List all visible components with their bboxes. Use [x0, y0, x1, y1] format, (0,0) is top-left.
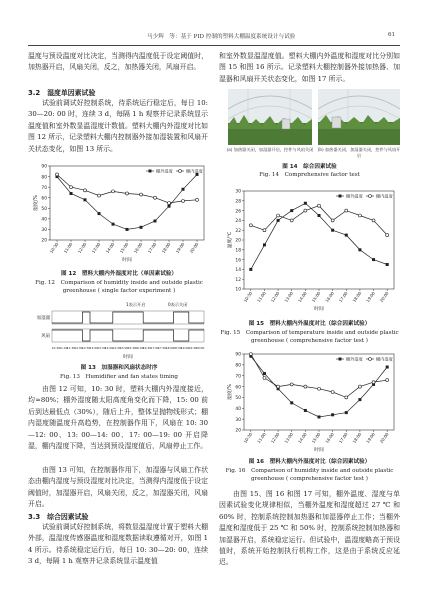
x-tick-label: 13:00	[89, 346, 98, 350]
data-point-circle-marker-icon	[98, 194, 101, 197]
y-tick-label: 60	[41, 196, 47, 202]
x-tick-label: 13:00	[283, 290, 295, 304]
x-tick-label: 17:00	[146, 241, 158, 255]
header-rule	[28, 45, 400, 46]
data-point-circle-marker-icon	[358, 385, 361, 388]
data-point-square-marker-icon	[70, 192, 73, 195]
data-point-square-marker-icon	[304, 202, 307, 205]
data-point-square-marker-icon	[304, 409, 307, 412]
x-tick-label: 11:30	[66, 346, 76, 350]
paragraph: 由图 12 可知，10: 30 时，塑料大棚内外湿度接近，均≈80%；棚外湿度随太阳高度角变化而下降，15: 00 前后到达最低点（30%），随后上升，整体呈抛物线形式；棚内湿度随温度升高趋势，在控制器作用下，风扇在 10: 30—12: 00、13: 00—14: 00、17: 00—19: 00 开启降湿，棚内湿度下降，当达到预设湿度值后，风扇停止工作。	[28, 385, 208, 451]
legend-label: 棚内温度	[376, 193, 393, 199]
y-tick-label: 28	[235, 199, 241, 205]
data-point-circle-marker-icon	[70, 186, 73, 189]
y-tick-label: 60	[235, 385, 241, 391]
x-tick-label: 17:00	[337, 431, 349, 445]
x-tick-label: 15:00	[118, 241, 130, 255]
running-header: 马少辉 等：基于 PID 控制的塑料大棚温度系统设计与试验	[147, 34, 296, 40]
data-point-circle-marker-icon	[182, 199, 185, 202]
legend-circle-marker-icon	[369, 358, 372, 361]
legend-label: 棚外温度	[346, 193, 363, 199]
figure-12-caption-en: Fig. 12 Comparison of humidity inside and outside plastic	[35, 280, 203, 286]
figure-14-caption: 图 14 综合因素试验	[282, 164, 337, 170]
x-tick-label: 20:00	[196, 346, 205, 350]
y-tick-label: 24	[235, 219, 241, 225]
timing-row-frame	[52, 311, 204, 324]
paragraph: 试验前调试好控制系统，将数显温湿度计置于塑料大棚外部，温湿度传感器温度和湿度数据读取遵循对开，如图 14 所示。待系统稳定运行后，每日 10: 30—20: 00，连续 3 d，每隔 1 h 观察并记录系统显示温度值	[28, 523, 208, 566]
y-tick-label: 14	[235, 268, 241, 274]
plot-frame	[244, 354, 394, 430]
y-tick-label: 90	[41, 164, 47, 170]
y-tick-label: 20	[41, 238, 47, 244]
figure-12-caption-en: greenhouse ( single factor experiment )	[62, 288, 176, 294]
x-tick-label: 10:30	[48, 241, 60, 255]
y-axis-label: 湿度/%	[228, 384, 233, 400]
figure-13-caption-en: Fig. 13 Humidifier and fan states timing	[59, 374, 178, 380]
greenhouse-photo-a-drawing	[228, 89, 312, 145]
series-line	[57, 175, 197, 204]
y-tick-label: 50	[235, 396, 241, 402]
data-point-circle-marker-icon	[112, 190, 115, 193]
data-point-circle-marker-icon	[277, 214, 280, 217]
data-point-square-marker-icon	[345, 234, 348, 237]
data-point-circle-marker-icon	[318, 204, 321, 207]
x-tick-label: 19:00	[365, 290, 376, 304]
figure-15-caption-en: greenhouse ( comprehensive factor test )	[250, 338, 368, 344]
data-point-square-marker-icon	[263, 243, 266, 246]
x-tick-label: 14:00	[296, 431, 308, 445]
data-point-square-marker-icon	[290, 401, 293, 404]
y-tick-label: 12	[235, 277, 241, 283]
x-tick-label: 16:00	[324, 431, 335, 445]
x-tick-label: 17:00	[150, 346, 159, 350]
y-tick-label: 10	[235, 287, 241, 293]
data-point-square-marker-icon	[182, 188, 185, 191]
figure-16-caption-en: Fig. 16 Comparison of humidity inside and outside plastic	[225, 468, 394, 474]
x-tick-label: 13:00	[283, 431, 295, 445]
data-point-square-marker-icon	[290, 209, 293, 212]
x-tick-label: 12:00	[74, 346, 83, 350]
x-tick-label: 11:00	[256, 431, 267, 445]
data-point-square-marker-icon	[358, 398, 361, 401]
x-tick-label: 12:00	[76, 241, 88, 255]
page-number: 61	[388, 32, 396, 38]
greenhouse-photo-b	[318, 89, 400, 145]
data-point-square-marker-icon	[84, 198, 87, 201]
data-point-square-marker-icon	[358, 248, 361, 251]
data-point-square-marker-icon	[318, 415, 321, 418]
paragraph: 试验前调试好控制系统，待系统运行稳定后，每日 10: 30—20: 00 时，连续 3 d，每隔 1 h 观察并记录系统显示温度值和室外数显温湿度计数值。塑料大棚内外湿度对比如图 12 所示，记录塑料大棚内控制器外接加湿装置和风扇开关状态变化，如图 13 所示。	[28, 99, 208, 153]
x-tick-label: 12:00	[269, 431, 281, 445]
x-axis-label: 时间	[314, 307, 324, 312]
legend-label: 棚外湿度	[156, 168, 173, 174]
figure-15-caption: 图 15 塑料大棚内外温度对比（综合因素试验）	[248, 321, 371, 327]
y-tick-label: 16	[235, 258, 241, 264]
x-tick-label: 20:00	[188, 241, 200, 255]
data-point-circle-marker-icon	[249, 224, 252, 227]
x-tick-label: 19:00	[174, 241, 186, 255]
data-point-circle-marker-icon	[358, 214, 361, 217]
data-point-circle-marker-icon	[318, 387, 321, 390]
x-tick-label: 16:30	[142, 346, 152, 350]
data-point-circle-marker-icon	[290, 383, 293, 386]
x-tick-label: 18:00	[165, 346, 174, 350]
paragraph: 温度与预设温度对比决定，当测得内温度低于设定阈值时，加热器开启，风扇关闭，反之，加热器关闭，风扇开启。	[28, 52, 208, 72]
legend-square-marker-icon	[149, 170, 152, 173]
x-tick-label: 17:30	[158, 346, 167, 350]
data-point-circle-marker-icon	[304, 385, 307, 388]
x-tick-label: 19:00	[180, 346, 190, 350]
x-tick-label: 15:00	[310, 431, 322, 445]
timing-row-frame	[52, 329, 204, 342]
x-tick-label: 10:30	[51, 346, 60, 350]
data-point-square-marker-icon	[386, 366, 389, 369]
legend-label: 棚内湿度	[376, 356, 393, 362]
figure-16-chart	[222, 350, 400, 457]
x-tick-label: 19:00	[365, 431, 376, 445]
greenhouse-photo-b-drawing	[318, 89, 400, 145]
y-tick-label: 30	[41, 228, 47, 234]
series-line	[251, 356, 387, 417]
x-tick-label: 11:00	[256, 290, 267, 304]
figure-12-chart	[28, 160, 210, 270]
figure-16-caption-en: greenhouse ( comprehensive factor test )	[250, 476, 368, 482]
legend-square-marker-icon	[339, 195, 342, 198]
x-tick-label: 17:00	[337, 290, 349, 304]
section-heading: 3.2 湿度单因素试验	[28, 89, 96, 97]
x-tick-label: 13:30	[97, 346, 106, 350]
data-point-circle-marker-icon	[168, 202, 171, 205]
x-tick-label: 16:00	[324, 290, 335, 304]
data-point-circle-marker-icon	[84, 189, 87, 192]
figure-14-caption-en: Fig. 14 Comprehensive factor test	[259, 172, 360, 178]
data-point-circle-marker-icon	[372, 219, 375, 222]
x-tick-label: 15:00	[310, 290, 322, 304]
x-tick-label: 18:00	[160, 241, 172, 255]
data-point-circle-marker-icon	[372, 381, 375, 384]
y-axis-label: 湿度/%	[34, 195, 39, 211]
data-point-circle-marker-icon	[331, 219, 334, 222]
x-tick-label: 15:30	[127, 346, 136, 350]
x-axis-label: 时间	[314, 448, 324, 453]
legend-label: 棚外湿度	[346, 356, 363, 362]
x-tick-label: 13:00	[90, 241, 102, 255]
legend-off-label: 0表示关闭	[168, 302, 188, 307]
data-point-circle-marker-icon	[126, 192, 129, 195]
paragraph: 由图 13 可知，在控制器作用下，加湿器与风扇工作状态由棚内湿度与预设湿度对比决定，当测得内湿度低于设定阈值时，加湿器开启，风扇关闭，反之，加湿器关闭，风扇开启。	[28, 466, 208, 509]
data-point-circle-marker-icon	[140, 193, 143, 196]
x-tick-label: 11:00	[59, 346, 68, 350]
legend-on-label: 1表示开启	[126, 302, 146, 307]
data-point-square-marker-icon	[277, 219, 280, 222]
x-tick-label: 16:00	[135, 346, 144, 350]
y-tick-label: 90	[235, 352, 241, 358]
legend-circle-marker-icon	[369, 195, 372, 198]
data-point-circle-marker-icon	[56, 173, 59, 176]
y-tick-label: 26	[235, 209, 241, 215]
x-axis-label: 时间	[123, 355, 133, 360]
series-line	[251, 203, 387, 269]
figure-12-caption: 图 12 塑料大棚内外湿度对比（单因素试验）	[60, 271, 177, 277]
timing-row-label: 加湿器	[36, 316, 50, 322]
greenhouse-photo-a	[228, 89, 312, 145]
timing-signal	[52, 312, 204, 323]
y-tick-label: 40	[41, 217, 47, 223]
data-point-square-marker-icon	[331, 413, 334, 416]
x-tick-label: 15:00	[120, 346, 129, 350]
legend-circle-marker-icon	[179, 170, 182, 173]
x-tick-label: 10:30	[242, 431, 254, 445]
y-tick-label: 30	[235, 189, 241, 195]
x-tick-label: 18:30	[173, 346, 182, 350]
x-tick-label: 18:00	[351, 290, 363, 304]
y-tick-label: 50	[41, 206, 47, 212]
y-tick-label: 20	[235, 428, 241, 434]
data-point-circle-marker-icon	[277, 385, 280, 388]
y-tick-label: 70	[41, 185, 47, 191]
y-tick-label: 22	[235, 228, 241, 234]
figure-16-caption: 图 16 塑料大棚内外湿度对比（综合因素试验）	[248, 459, 371, 465]
series-line	[251, 206, 387, 235]
y-tick-label: 20	[235, 238, 241, 244]
x-tick-label: 19:30	[188, 346, 197, 350]
data-point-square-marker-icon	[98, 212, 101, 215]
x-tick-label: 14:00	[104, 241, 116, 255]
y-tick-label: 80	[235, 363, 241, 369]
timing-signal	[52, 330, 204, 341]
data-point-square-marker-icon	[386, 263, 389, 266]
data-point-circle-marker-icon	[290, 219, 293, 222]
data-point-square-marker-icon	[318, 214, 321, 217]
x-tick-label: 12:00	[269, 290, 281, 304]
x-tick-label: 12:30	[82, 346, 91, 350]
timing-row-label: 风扇	[41, 334, 50, 340]
data-point-circle-marker-icon	[345, 209, 348, 212]
data-point-square-marker-icon	[154, 219, 157, 222]
y-tick-label: 30	[235, 417, 241, 423]
y-axis-label: 温度/℃	[228, 231, 233, 249]
legend-label: 棚内湿度	[186, 168, 203, 174]
paragraph: 由图 15、图 16 和图 17 可知，棚外温度、湿度与单因素试验变化规律相似，当棚外温度和湿度超过 27 ℃ 和 60% 时，控制系统控制加热器和加湿器停止工作；当棚外温度和湿度低于 25 ℃ 和 50% 时，控制系统控制加热器和加湿器开启，系统稳定运行。但试验中，温湿度略高于预设值时，系统开始控制执行机构工作，这是由于系统反应延迟。	[219, 490, 400, 567]
y-tick-label: 40	[235, 406, 241, 412]
figure-15-chart	[222, 183, 400, 318]
data-point-square-marker-icon	[112, 223, 115, 226]
x-tick-label: 20:00	[378, 431, 390, 445]
data-point-circle-marker-icon	[386, 234, 389, 237]
data-point-circle-marker-icon	[196, 198, 199, 201]
figure-13-caption: 图 13 加湿器和风扇状态时序	[80, 365, 158, 371]
x-axis-label: 时间	[122, 258, 132, 263]
x-tick-label: 14:00	[296, 290, 308, 304]
data-point-square-marker-icon	[168, 205, 171, 208]
data-point-square-marker-icon	[372, 258, 375, 261]
x-tick-label: 14:30	[112, 346, 121, 350]
x-tick-label: 16:00	[132, 241, 144, 255]
data-point-circle-marker-icon	[386, 379, 389, 382]
figure-13-chart	[28, 300, 210, 362]
data-point-square-marker-icon	[140, 226, 143, 229]
data-point-circle-marker-icon	[263, 376, 266, 379]
x-tick-label: 11:00	[62, 241, 74, 255]
y-tick-label: 80	[41, 175, 47, 181]
y-tick-label: 70	[235, 374, 241, 380]
data-point-square-marker-icon	[249, 268, 252, 271]
data-point-circle-marker-icon	[249, 353, 252, 356]
data-point-square-marker-icon	[263, 372, 266, 375]
data-point-circle-marker-icon	[331, 391, 334, 394]
data-point-circle-marker-icon	[304, 209, 307, 212]
data-point-circle-marker-icon	[345, 396, 348, 399]
section-heading: 3.3 综合因素试验	[28, 513, 89, 521]
x-tick-label: 10:30	[242, 290, 254, 304]
x-tick-label: 20:00	[378, 290, 390, 304]
figure-15-caption-en: Fig. 15 Comparison of temperature inside and outside plastic	[220, 330, 399, 336]
series-line	[251, 354, 387, 397]
data-point-square-marker-icon	[331, 229, 334, 232]
y-tick-label: 18	[235, 248, 241, 254]
paragraph: 和室外数显温湿度值。塑料大棚内外温度和湿度对比分别如图 15 和图 16 所示。记录塑料大棚控制器外接加热器、加湿器和风扇开关状态变化，如图 17 所示。	[219, 52, 400, 83]
data-point-circle-marker-icon	[263, 229, 266, 232]
figure-14-sub-a: (a) 加热器关闭，加湿器开启，控件与风扇关闭	[226, 147, 314, 152]
data-point-circle-marker-icon	[154, 196, 157, 199]
data-point-square-marker-icon	[126, 228, 129, 231]
x-tick-label: 14:00	[104, 346, 114, 350]
figure-14-sub-b: (b) 加热器关闭，加湿器关闭，控件与风扇开启	[317, 147, 401, 158]
legend-square-marker-icon	[339, 358, 342, 361]
x-tick-label: 18:00	[351, 431, 363, 445]
data-point-square-marker-icon	[345, 411, 348, 414]
